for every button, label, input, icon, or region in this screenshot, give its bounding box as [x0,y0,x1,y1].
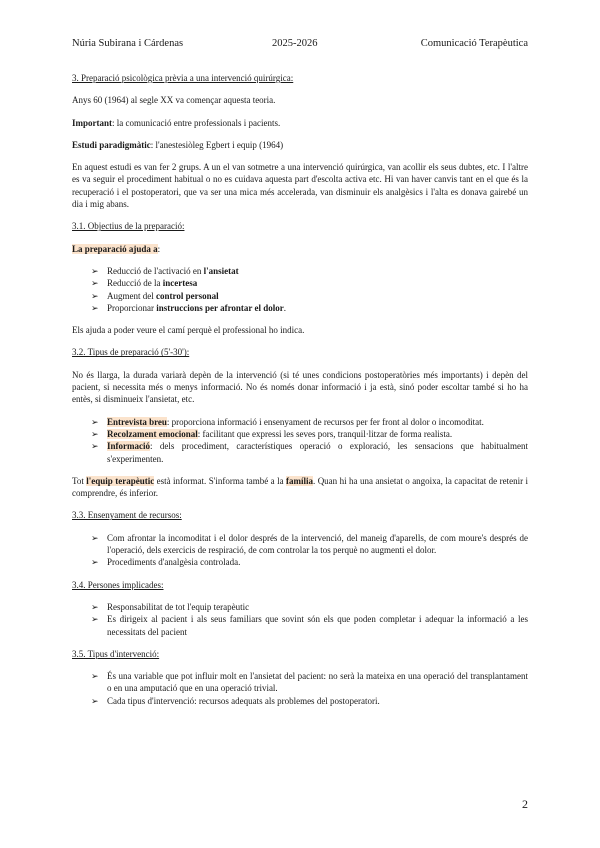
lead-colon: : [157,243,161,254]
section-3-1-after: Els ajuda a poder veure el camí perquè el professional ho indica. [72,325,305,336]
item-bold: Entrevista breu [107,416,167,427]
team-highlight: l'equip terapèutic [86,475,155,486]
list-item: ➢ Cada tipus d'intervenció: recursos adequats als problemes del postoperatori. [91,695,528,707]
item-bold: Recolzament emocional [107,428,198,439]
section-3-intro: Anys 60 (1964) al segle XX va començar aquesta teoria. [72,95,276,106]
section-3-1-title: 3.1. Objectius de la preparació: [72,221,185,232]
section-3-4-title: 3.4. Persones implicades: [72,579,164,590]
list-item [91,302,528,314]
item-text: : proporciona informació i ensenyament de recursos per fer front al dolor o incomoditat. [166,416,484,427]
item-bold: Informació [107,441,150,452]
item-text: Augment del [107,290,156,301]
section-3-3-title: 3.3. Ensenyament de recursos: [72,510,182,521]
section-3-2-intro: No és llarga, la durada variarà depèn de la intervenció (si té unes condicions postoperatòries més importants) i depèn del pacient, si necessita més o menys informació. No és només donar informació i ja està, sinó poder escoltar també si ho ha entès, si disminueix l'ansietat, etc. [72,369,528,405]
section-3-title: 3. Preparació psicològica prèvia a una intervenció quirúrgica: [72,73,294,83]
lead-highlight: La preparació ajuda a [72,243,158,254]
list-item [91,277,528,289]
team-text-a: Tot [72,475,87,486]
item-bold: instruccions per afrontar el dolor [156,302,284,313]
header-author: Núria Subirana i Cárdenas [72,38,184,49]
section-3-2-title: 3.2. Tipus de preparació (5'-30'): [72,347,190,358]
section-3-1-lead [72,243,528,255]
team-text-d: . Quan hi ha una ansietat o angoixa, la capacitat de retenir i comprendre, és inferior. [72,475,528,499]
list-item [91,428,528,440]
item-bold: incertesa [162,278,198,289]
header-subject: Comunicació Terapèutica [420,38,528,49]
page-number: 2 [522,797,528,811]
section-3-description: En aquest estudi es van fer 2 grups. A un el van sotmetre a una intervenció quirúrgica, van acollir els seus dubtes, etc. I l'altre es va seguir el procediment habitual o no es cuidava aquesta part d'escolta activa etc. Hi van haver canvis tant en el que és la recuperació i el postoperatori, que va ser una mica més accelerada, van disminuir els analgèsics i l'alta es donava gairebé un dia i mig abans. [72,162,528,210]
list-item: ➢ Com afrontar la incomoditat i el dolor després de la intervenció, del maneig d'aparells, de com moure's després de l'operació, dels exercicis de respiració, de com controlar la tos perquè no augmenti el dolor. [91,532,528,557]
list-item: ➢ Procediments d'analgèsia controlada. [91,556,528,568]
section-3-important [72,117,528,129]
section-3-study [72,139,528,151]
people-list [72,601,528,638]
page-header [72,38,528,52]
item-text: Proporcionar [107,302,157,313]
intervention-types-list [72,670,528,707]
preparation-types-list [72,416,528,465]
item-text: : dels procediment, característiques operació o exploració, les sensacions que habitualment s'experimenten. [107,441,528,464]
resources-list [72,532,528,569]
list-item [91,416,528,428]
team-text-c: està informat. S'informa també a la [154,475,287,486]
item-end: . [283,302,286,313]
list-item: ➢ Es dirigeix al pacient i als seus familiars que sovint són els que poden completar i adequar la informació a les necessitats del pacient [91,613,528,638]
page-content [72,72,528,717]
list-item [91,265,528,277]
section-3-5-title: 3.5. Tipus d'intervenció: [72,648,160,659]
study-label: Estudi paradigmàtic [72,139,151,150]
list-item: ➢ Responsabilitat de tot l'equip terapèutic [91,601,528,613]
important-text: : la comunicació entre professionals i pacients. [112,117,281,128]
list-item [91,290,528,302]
objectives-list [72,265,528,314]
section-3-2-team [72,475,528,500]
item-text: Reducció de l'activació en [107,265,204,276]
item-text: Reducció de la [107,278,163,289]
list-item: ➢ És una variable que pot influir molt en l'ansietat del pacient: no serà la mateixa en una operació del transplantament o en una amputació que en una operació trivial. [91,670,528,695]
header-year: 2025-2026 [272,38,318,49]
item-bold: control personal [156,290,219,301]
list-item [91,440,528,465]
item-bold: l'ansietat [203,265,239,276]
study-text: : l'anestesiòleg Egbert i equip (1964) [150,139,284,150]
family-highlight: família [286,475,314,486]
important-label: Important [72,117,112,128]
item-text: : facilitant que expressi les seves pors, tranquil·litzar de forma realista. [197,428,453,439]
